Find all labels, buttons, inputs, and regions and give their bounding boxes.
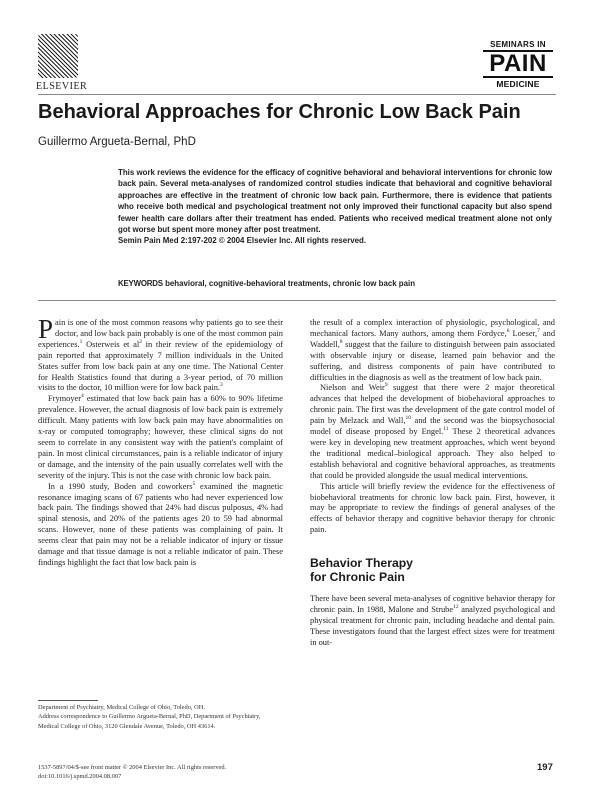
abstract-text: This work reviews the evidence for the efficacy of cognitive behavioral and behavioral interventions for chronic low back pain. Several meta-analyses of randomized control studies indicate that behavioral and cognitive behavioral approaches are effective in the treatment of chronic low back pain. Furthermore, there is evidence that patients who receive both medical and psychological treatment not only improved their functional capacity but also spend fewer health care dollars after their treatment has ended. Patients who received medical treatment alone not only got worse but spent more money after post treatment. — [118, 168, 552, 235]
section-heading — [310, 556, 555, 584]
article-title: Behavioral Approaches for Chronic Low Back Pain — [38, 101, 521, 123]
article-author: Guillermo Argueta-Bernal, PhD — [38, 136, 196, 148]
keywords-text: behavioral, cognitive-behavioral treatments, chronic low back pain — [165, 279, 416, 288]
paragraph: the result of a complex interaction of physiologic, psychological, and mechanical factors. Many authors, among them Fordyce,$^6$ Loeser,$^7$ and Waddell,$^8$ suggest that the failure to distinguish between pain associated with observable injury or disease, learned pain behavior and the suffering, and distress components of pain have contributed to difficulties in the diagnosis as well as the treatment of low back pain. — [310, 318, 556, 382]
journal-line-2: PAIN — [489, 50, 547, 77]
doi-line: doi:10.1016/j.spmd.2004.08.007 — [38, 773, 122, 780]
abstract-divider — [38, 300, 556, 301]
affiliation-note: Department of Psychiatry, Medical College of Ohio, Toledo, OH. — [38, 704, 205, 711]
paragraph: Pain is one of the most common reasons why patients go to see their doctor, and low back pain probably is one of the most common pain experiences.$^1$ Osterweis et $al^2$ in their review of the epidemiology of pain reported that approximately 7 million individuals in the United States suffer from low back pain at any one time. The National Center for Health Statistics found that during a 3-year period, of 70 million visits to the doctor, 10 million were for low back pain.$^3$ — [38, 314, 283, 393]
paragraph: Nielson and Weir$^9$ suggest that there were 2 major theoretical advances that helped the development of biobehavioral approaches to chronic pain. The first was the development of the gate control model of pain by Melzack and Wall,$^{10}$ and the second was the biopsychosocial model of disease proposed by Engel.$^{11}$ These 2 theoretical advances were key in developing new treatment approaches, which went beyond the traditional medical–biological approach. They also helped to establish behavioral and cognitive behavioral approaches, as treatments that could be provided alongside the usual medical interventions. — [310, 382, 555, 480]
abstract — [118, 167, 552, 247]
header-divider — [38, 94, 556, 95]
right-column — [310, 318, 555, 649]
keywords — [118, 279, 415, 288]
footer-info — [38, 763, 226, 781]
drop-cap: P — [38, 314, 54, 344]
left-column — [38, 314, 284, 569]
paragraph: In a 1990 study, Boden and coworkers$^5$ examined the magnetic resonance imaging scans of 67 patients who had never experienced low back pain. The findings showed that 24% had discus pulposus, 4% had spinal stenosis, and 20% of the patients ages 20 to 59 had abnormal scans. However, none of these patients was complaining of pain. It seems clear that pain may not be a reliable indicator of injury or tissue damage and that tissue damage is not a reliable indicator of pain. These findings highlight the fact that low back pain is — [38, 480, 284, 567]
section-heading-line-2: for Chronic Pain — [310, 570, 405, 585]
section-heading-line-1: Behavior Therapy — [310, 556, 413, 571]
paragraph: This article will briefly review the evidence for the effectiveness of biobehavioral treatments for chronic low back pain. First, however, it may be appropriate to review the findings of general analyses of the effects of behavior therapy and cognitive behavior therapy for chronic pain. — [310, 481, 555, 535]
journal-line-1: SEMINARS IN — [483, 40, 553, 52]
journal-logo — [483, 40, 553, 89]
abstract-citation: Semin Pain Med 2:197-202 © 2004 Elsevier Inc. All rights reserved. — [118, 236, 367, 246]
footnotes — [38, 703, 283, 731]
issn-line: 1537-5897/04/$-see front matter © 2004 Elsevier Inc. All rights reserved. — [38, 764, 227, 771]
paragraph: Frymoyer$^4$ estimated that low back pain has a 60% to 90% lifetime prevalence. However, the actual diagnosis of low back pain is extremely difficult. Many patients with low back pain may have abnormalities on x-ray or computed tomography; however, these clinical signs do not seem to correlate in any consistent way with the patient's complaint of pain. In most clinical circumstances, pain is a reliable indicator of injury or damage, and the intensity of the pain usually correlates well with the severity of the injury. This is not the case with chronic low back pain. — [38, 393, 283, 480]
journal-line-3: MEDICINE — [483, 76, 553, 89]
correspondence-note: Address correspondence to Guillermo Argueta-Bernal, PhD, Department of Psychiatry, Medical College of Ohio, 3120 Glendale Avenue, Toledo, OH 43614. — [38, 713, 261, 730]
publisher-name: ELSEVIER — [36, 81, 88, 92]
footnote-divider — [38, 700, 98, 701]
paragraph: There have been several meta-analyses of cognitive behavior therapy for chronic pain. In 1988, Malone and Strube$^{12}$ analyzed psychological and physical treatment for chronic pain, including headache and dental pain. These investigators found that the largest effect sizes were for treatment in out- — [310, 594, 555, 647]
page-number: 197 — [537, 762, 553, 773]
keywords-label: KEYWORDS — [118, 279, 163, 288]
elsevier-tree-icon — [38, 34, 78, 78]
elsevier-logo — [36, 34, 88, 94]
